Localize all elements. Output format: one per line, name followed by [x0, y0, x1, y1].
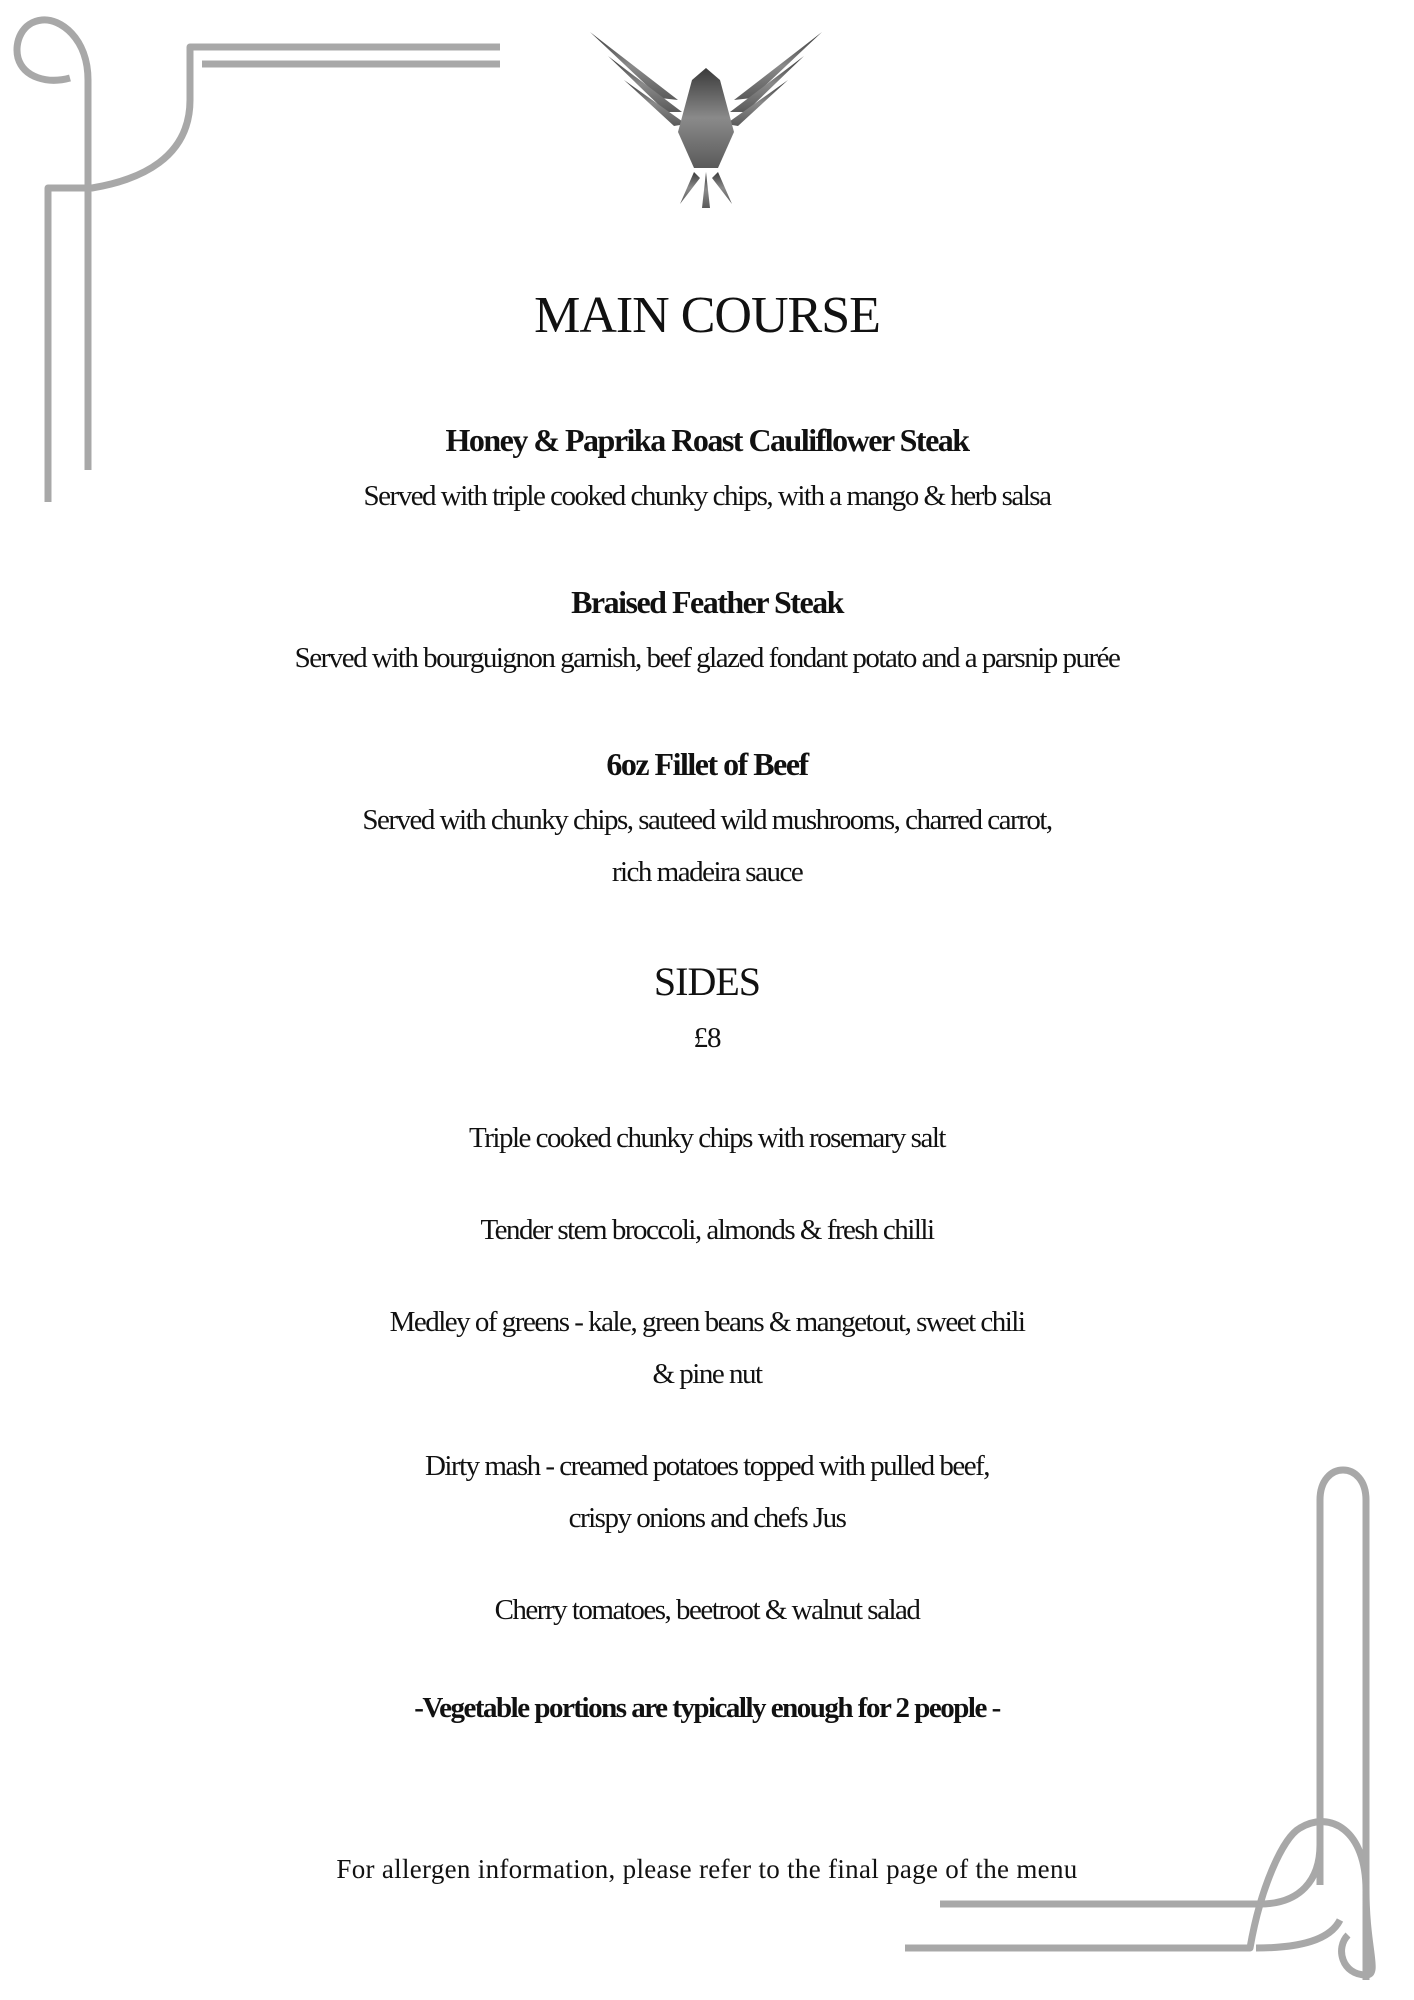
side-item: Dirty mash - creamed potatoes topped with pulled beef, — [424, 1450, 990, 1482]
sides-price: £8 — [693, 1022, 721, 1054]
main-course-heading: MAIN COURSE — [534, 287, 880, 344]
side-item: Triple cooked chunky chips with rosemary salt — [469, 1122, 945, 1154]
dish-name: Honey & Paprika Roast Cauliflower Steak — [445, 422, 969, 458]
dish-description: rich madeira sauce — [611, 856, 803, 888]
side-item: Tender stem broccoli, almonds & fresh chilli — [480, 1214, 934, 1246]
dish-description: Served with bourguignon garnish, beef glazed fondant potato and a parsnip purée — [294, 642, 1120, 674]
dish-name: 6oz Fillet of Beef — [606, 746, 808, 782]
side-item: crispy onions and chefs Jus — [568, 1502, 846, 1534]
side-item: Cherry tomatoes, beetroot & walnut salad — [494, 1594, 920, 1626]
dish-description: Served with chunky chips, sauteed wild mushrooms, charred carrot, — [362, 804, 1052, 836]
side-item: & pine nut — [652, 1358, 762, 1390]
portion-note: -Vegetable portions are typically enough for 2 people - — [414, 1692, 1000, 1724]
dish-name: Braised Feather Steak — [571, 584, 843, 620]
side-item: Medley of greens - kale, green beans & mangetout, sweet chili — [389, 1306, 1025, 1338]
allergen-info: For allergen information, please refer to the final page of the menu — [336, 1854, 1078, 1884]
sides-heading: SIDES — [653, 959, 761, 1004]
dish-description: Served with triple cooked chunky chips, with a mango & herb salsa — [363, 480, 1051, 512]
eagle-logo-icon — [590, 28, 822, 208]
